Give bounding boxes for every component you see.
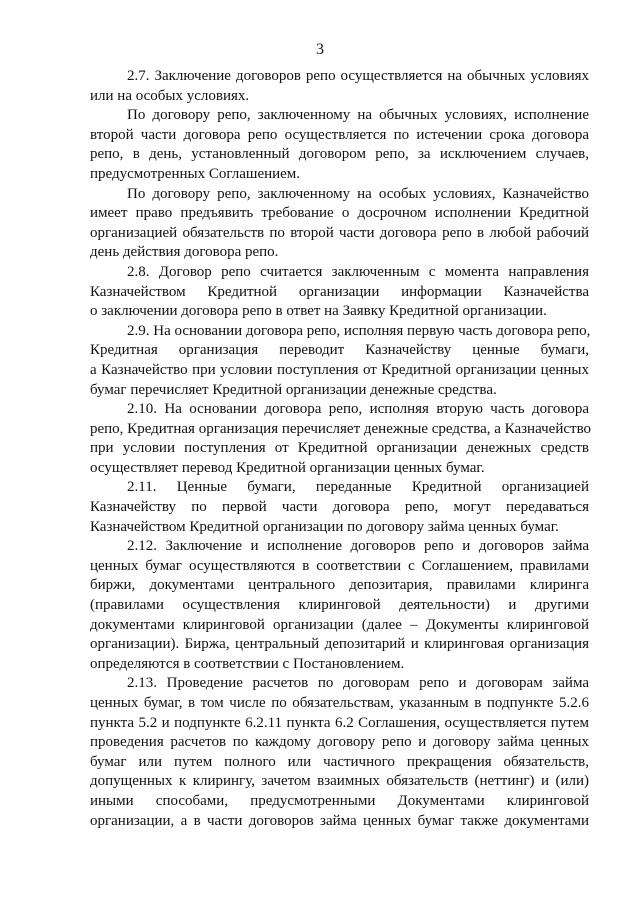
- text-line: 2.12. Заключение и исполнение договоров репо и договоров займа: [127, 538, 589, 555]
- text-line: (правилами осуществления клиринговой деятельности) и другими: [90, 597, 589, 614]
- page-number: 3: [316, 41, 324, 58]
- text-line: организации, а в части договоров займа ценных бумаг также документами: [90, 812, 589, 829]
- text-line: 2.10. На основании договора репо, исполняя вторую часть договора: [127, 401, 589, 418]
- text-line: 2.9. На основании договора репо, исполняя первую часть договора репо,: [127, 322, 591, 339]
- text-line: ценных бумаг осуществляются в соответствии с Соглашением, правилами: [90, 557, 589, 574]
- text-line: иными способами, предусмотренными Документами клиринговой: [90, 792, 589, 809]
- text-line: осуществляет перевод Кредитной организации ценных бумаг.: [90, 459, 485, 476]
- text-line: 2.11. Ценные бумаги, переданные Кредитной организацией: [127, 479, 589, 496]
- text-line: ценных бумаг, в том числе по обязательствам, указанным в подпункте 5.2.6: [90, 695, 589, 711]
- text-line: 2.7. Заключение договоров репо осуществляется на обычных условиях: [127, 68, 589, 84]
- text-line: репо, в день, установленный договором репо, за исключением случаев,: [90, 146, 589, 163]
- text-line: о заключении договора репо в ответ на Заявку Кредитной организации.: [90, 303, 547, 320]
- text-line: бумаг перечисляет Кредитной организации денежные средства.: [90, 381, 497, 398]
- document-body: [90, 67, 592, 831]
- text-line: организации). Биржа, центральный депозитарий и клиринговая организация: [90, 636, 589, 653]
- text-line: организацией обязательств по второй части договора репо в любой рабочий: [90, 224, 589, 241]
- text-line: при условии поступления от Кредитной организации денежных средств: [90, 440, 589, 457]
- text-line: второй части договора репо осуществляется по истечении срока договора: [90, 126, 589, 143]
- text-line: предусмотренных Соглашением.: [90, 165, 301, 182]
- text-line: допущенных к клирингу, зачетом взаимных обязательств (неттинг) и (или): [90, 773, 589, 790]
- text-line: документами клиринговой организации (далее – Документы клиринговой: [90, 616, 589, 633]
- text-line: бумаг или путем полного или частичного прекращения обязательств,: [90, 753, 589, 770]
- text-line: репо, Кредитная организация перечисляет денежные средства, а Казначейство: [90, 420, 592, 437]
- text-line: По договору репо, заключенному на особых условиях, Казначейство: [127, 185, 589, 202]
- text-line: Казначейству по первой части договора репо, могут передаваться: [90, 499, 589, 516]
- text-line: 2.8. Договор репо считается заключенным с момента направления: [127, 263, 589, 280]
- text-line: Казначейством Кредитной организации по договору займа ценных бумаг.: [90, 518, 559, 535]
- text-line: имеет право предъявить требование о досрочном исполнении Кредитной: [90, 205, 589, 222]
- text-line: По договору репо, заключенному на обычных условиях, исполнение: [127, 107, 589, 124]
- text-line: или на особых условиях.: [90, 87, 250, 104]
- text-line: пункта 5.2 и подпункте 6.2.11 пункта 6.2 Соглашения, осуществляется путем: [90, 714, 589, 731]
- text-line: день действия договора репо.: [90, 244, 279, 261]
- text-line: Казначейством Кредитной организации информации Казначейства: [90, 283, 589, 300]
- text-line: 2.13. Проведение расчетов по договорам репо и договорам займа: [127, 675, 589, 692]
- text-line: Кредитная организация переводит Казначейству ценные бумаги,: [90, 342, 589, 359]
- text-line: проведения расчетов по каждому договору репо и договору займа ценных: [90, 734, 589, 751]
- text-line: определяются в соответствии с Постановлением.: [90, 655, 405, 672]
- text-line: а Казначейство при условии поступления от Кредитной организации ценных: [90, 361, 589, 378]
- text-line: биржи, документами центрального депозитария, правилами клиринга: [90, 577, 589, 594]
